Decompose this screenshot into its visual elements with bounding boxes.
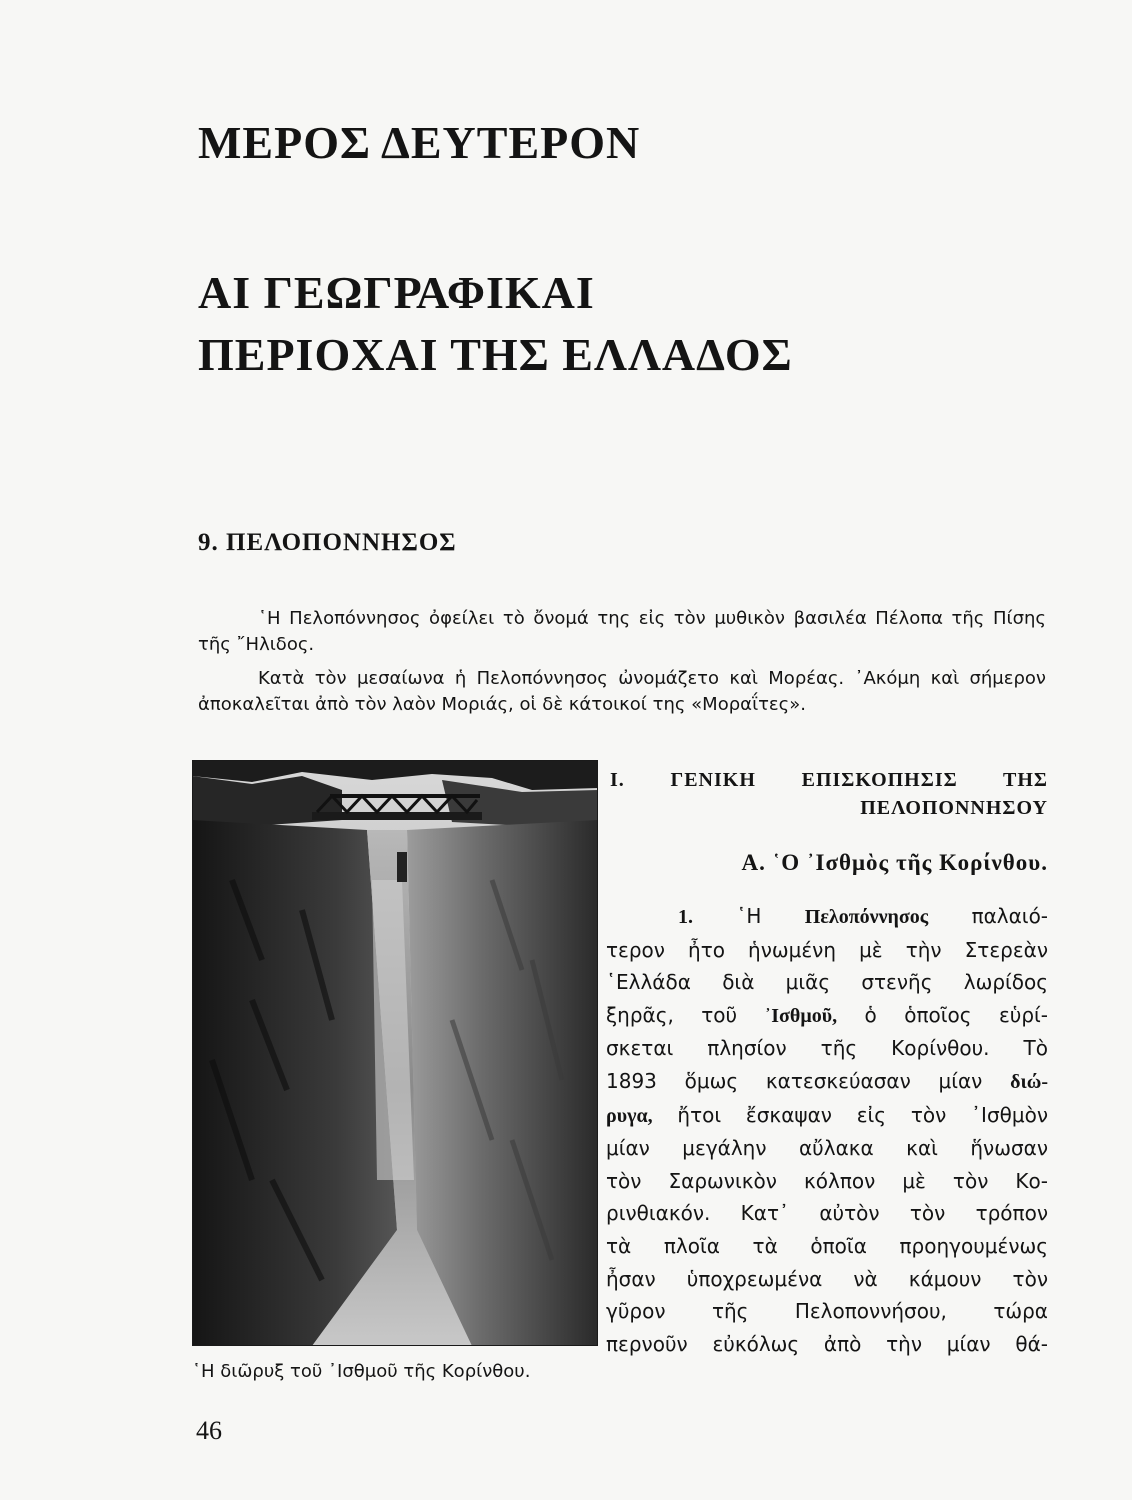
photo-caption: ῾Η διῶρυξ τοῦ ᾿Ισθμοῦ τῆς Κορίνθου. [192,1361,531,1382]
part-title: ΜΕΡΟΣ ΔΕΥΤΕΡΟΝ [198,117,641,168]
text-run: 1893 ὅμως κατεσκεύασαν μίαν [606,1068,983,1093]
isthmus-subtitle: Α. ῾Ο ᾿Ισθμὸς τῆς Κορίνθου. [741,850,1048,875]
corinth-canal-photo [192,760,598,1346]
paragraph-line: σκεται πλησίον τῆς Κορίνθου. Τὸ [606,1036,1048,1061]
bold-term: Πελοπόννησος [804,906,929,928]
paragraph-line [606,900,1048,934]
general-title-line: Ι. ΓΕΝΙΚΗ ΕΠΙΣΚΟΠΗΣΙΣ ΤΗΣ [610,769,1048,791]
intro-paragraph-2: Κατὰ τὸν μεσαίωνα ἡ Πελοπόννησος ὠνομάζετο καὶ Μορέας. ᾿Ακόμη καὶ σήμερον ἀποκαλεῖται ἀπὸ τὸν λαὸν Μοριάς, οἱ δὲ κάτοικοί της «Μοραΐτες». [198,668,1046,715]
paragraph-line [606,999,1048,1033]
main-title-line: ΑΙ ΓΕΩΓΡΑΦΙΚΑΙ [198,267,595,318]
main-title-line: ΠΕΡΙΟΧΑΙ ΤΗΣ ΕΛΛΑΔΟΣ [198,329,793,380]
paragraph-line: ἦσαν ὑποχρεωμένα νὰ κάμουν τὸν [606,1266,1048,1291]
text-run: ὁ ὁποῖος εὑρί- [864,1002,1049,1027]
main-title [198,262,793,386]
paragraph-line: ῾Ελλάδα διὰ μιᾶς στενῆς λωρίδος [606,970,1048,995]
paragraph-line: ρινθιακόν. Κατ᾿ αὐτὸν τὸν τρόπον [606,1201,1048,1226]
paragraph-number: 1. [678,906,693,928]
paragraph-line: τὸν Σαρωνικὸν κόλπον μὲ τὸν Κο- [606,1168,1048,1193]
bold-term: ᾿Ισθμοῦ, [764,1004,838,1027]
text-run: ἤτοι ἔσκαψαν εἰς τὸν ᾿Ισθμὸν [677,1102,1048,1127]
paragraph-line [606,1099,1048,1133]
text-run: παλαιό- [971,904,1049,928]
general-overview-title [610,766,1048,822]
paragraph-line: τὰ πλοῖα τὰ ὁποῖα προηγουμένως [606,1233,1048,1258]
bold-term: διώ- [1010,1070,1048,1093]
paragraph-line: μίαν μεγάλην αὔλακα καὶ ἥνωσαν [606,1136,1048,1161]
page-number: 46 [196,1416,222,1445]
paragraph-line: περνοῦν εὐκόλως ἀπὸ τὴν μίαν θά- [606,1331,1048,1356]
paragraph-line: τερον ἦτο ἡνωμένη μὲ τὴν Στερεὰν [606,937,1048,962]
text-run: ῾Η [736,904,762,928]
general-title-line: ΠΕΛΟΠΟΝΝΗΣΟΥ [860,797,1048,819]
bold-term: ρυγα, [606,1104,653,1127]
isthmus-paragraph [606,900,1048,1360]
paragraph-line: γῦρον τῆς Πελοποννήσου, τώρα [606,1299,1048,1324]
section-title: 9. ΠΕΛΟΠΟΝΝΗΣΟΣ [198,529,457,556]
paragraph-line [606,1065,1048,1099]
text-run: ξηρᾶς, τοῦ [606,1002,738,1027]
intro-paragraph-1: ῾Η Πελοπόννησος ὀφείλει τὸ ὄνομά της εἰς τὸν μυθικὸν βασιλέα Πέλοπα τῆς Πίσης τῆς ῎Ηλιδος. [198,608,1046,655]
